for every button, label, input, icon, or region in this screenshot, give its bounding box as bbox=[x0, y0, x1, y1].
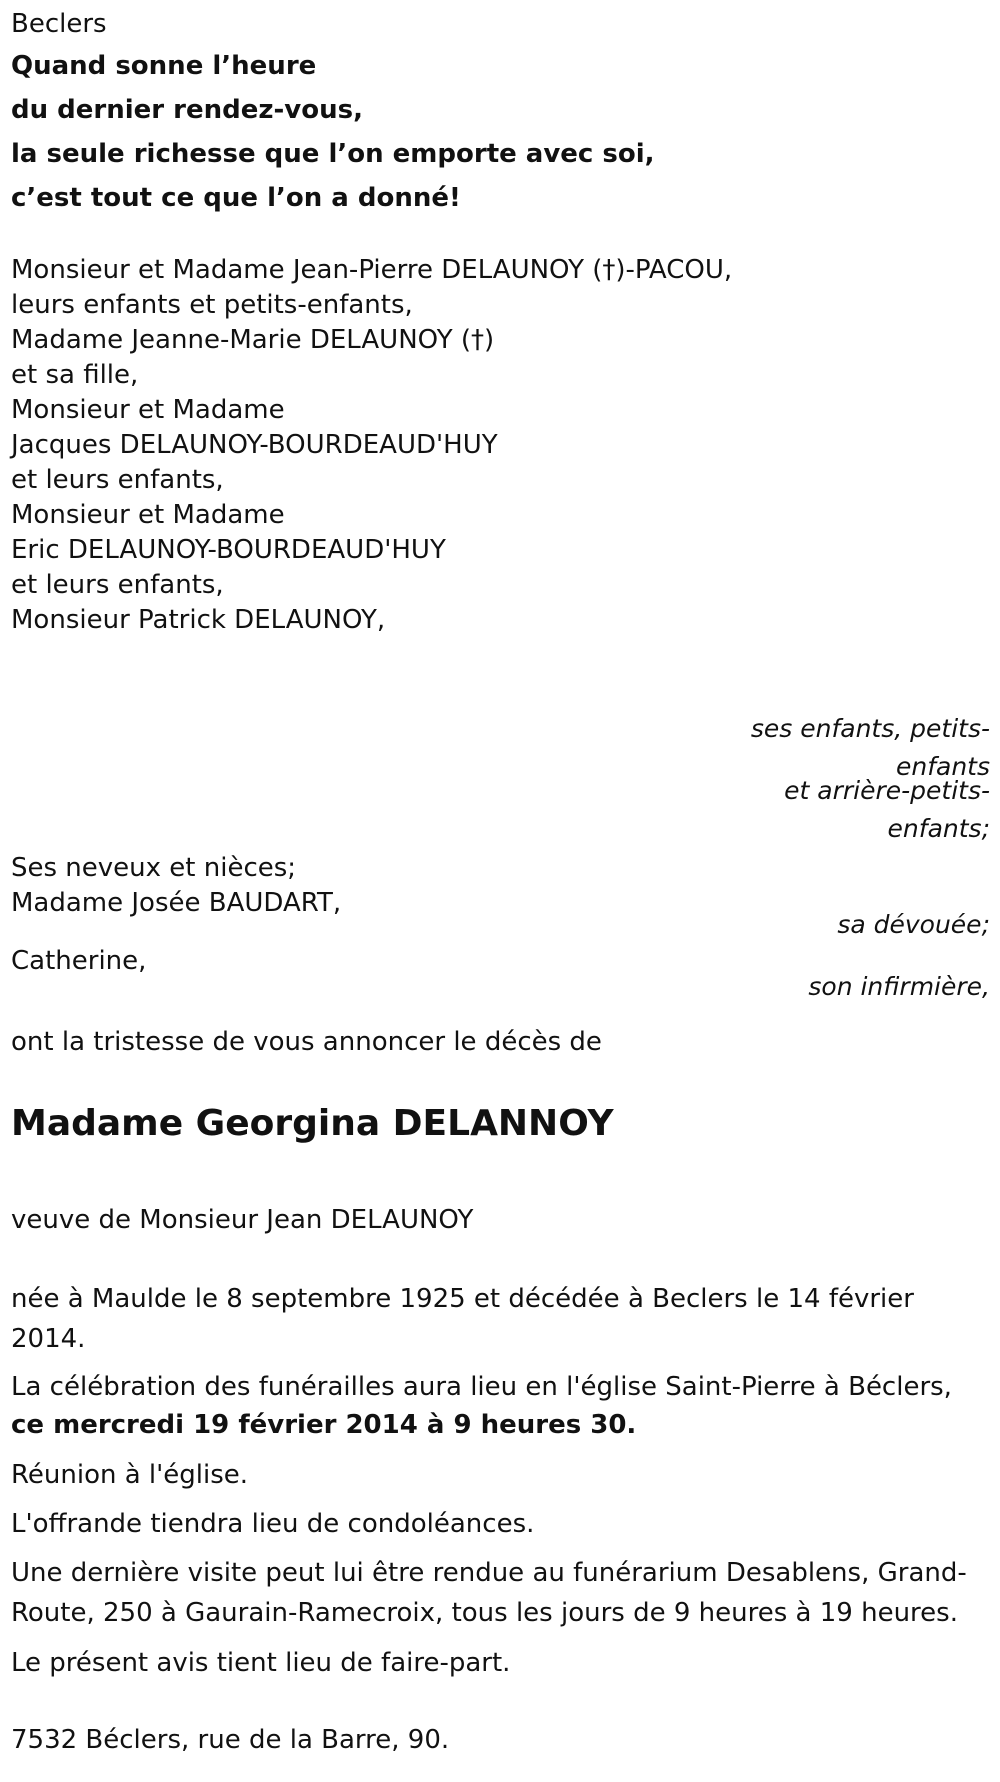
birth-death-text: née à Maulde le 8 septembre 1925 et décédée à Beclers le 14 février 2014. bbox=[11, 1284, 914, 1354]
deceased-name: Madame Georgina DELANNOY bbox=[11, 1103, 614, 1144]
family-line: et leurs enfants, bbox=[11, 465, 224, 495]
family-line: Jacques DELAUNOY-BOURDEAUD'HUY bbox=[11, 430, 498, 460]
widow-line: veuve de Monsieur Jean DELAUNOY bbox=[11, 1205, 474, 1235]
poem-line: c’est tout ce que l’on a donné! bbox=[11, 183, 461, 213]
catherine-line: Catherine, bbox=[11, 946, 147, 976]
family-line: Monsieur et Madame bbox=[11, 500, 285, 530]
meeting-text: Réunion à l'église. bbox=[11, 1460, 249, 1490]
notice-text: Le présent avis tient lieu de faire-part. bbox=[11, 1648, 511, 1678]
josee-line: Madame Josée BAUDART, bbox=[11, 888, 342, 918]
family-line: Eric DELAUNOY-BOURDEAUD'HUY bbox=[11, 535, 446, 565]
catherine-role: son infirmière, bbox=[808, 972, 990, 1001]
poem-line: du dernier rendez-vous, bbox=[11, 95, 363, 125]
address-text: 7532 Béclers, rue de la Barre, 90. bbox=[11, 1725, 450, 1755]
offering-text: L'offrande tiendra lieu de condoléances. bbox=[11, 1509, 535, 1539]
josee-role: sa dévouée; bbox=[837, 910, 990, 939]
poem-line: la seule richesse que l’on emporte avec soi, bbox=[11, 139, 655, 169]
family-line: Monsieur Patrick DELAUNOY, bbox=[11, 605, 386, 635]
ceremony-date: ce mercredi 19 février 2014 à 9 heures 30. bbox=[11, 1410, 637, 1440]
family-line: Monsieur et Madame bbox=[11, 395, 285, 425]
visit-text: Une dernière visite peut lui être rendue au funérarium Desablens, Grand-Route, 250 à Gaurain-Ramecroix, tous les jours de 9 heures à 19 heures. bbox=[11, 1558, 967, 1628]
family-line: leurs enfants et petits-enfants, bbox=[11, 290, 413, 320]
family-line: Madame Jeanne-Marie DELAUNOY (†) bbox=[11, 325, 495, 355]
family-line: et leurs enfants, bbox=[11, 570, 224, 600]
ceremony-text: La célébration des funérailles aura lieu en l'église Saint-Pierre à Béclers, bbox=[11, 1372, 952, 1402]
poem-line: Quand sonne l’heure bbox=[11, 51, 317, 81]
family-line: Monsieur et Madame Jean-Pierre DELAUNOY (†)-PACOU, bbox=[11, 255, 733, 285]
family-role-line: et arrière-petits-enfants; bbox=[784, 776, 990, 843]
family-role-line: ses enfants, petits-enfants bbox=[750, 714, 990, 781]
family-line: et sa fille, bbox=[11, 360, 139, 390]
place-heading: Beclers bbox=[11, 9, 107, 39]
announcement: ont la tristesse de vous annoncer le décès de bbox=[11, 1027, 602, 1057]
nephews-line: Ses neveux et nièces; bbox=[11, 853, 297, 883]
